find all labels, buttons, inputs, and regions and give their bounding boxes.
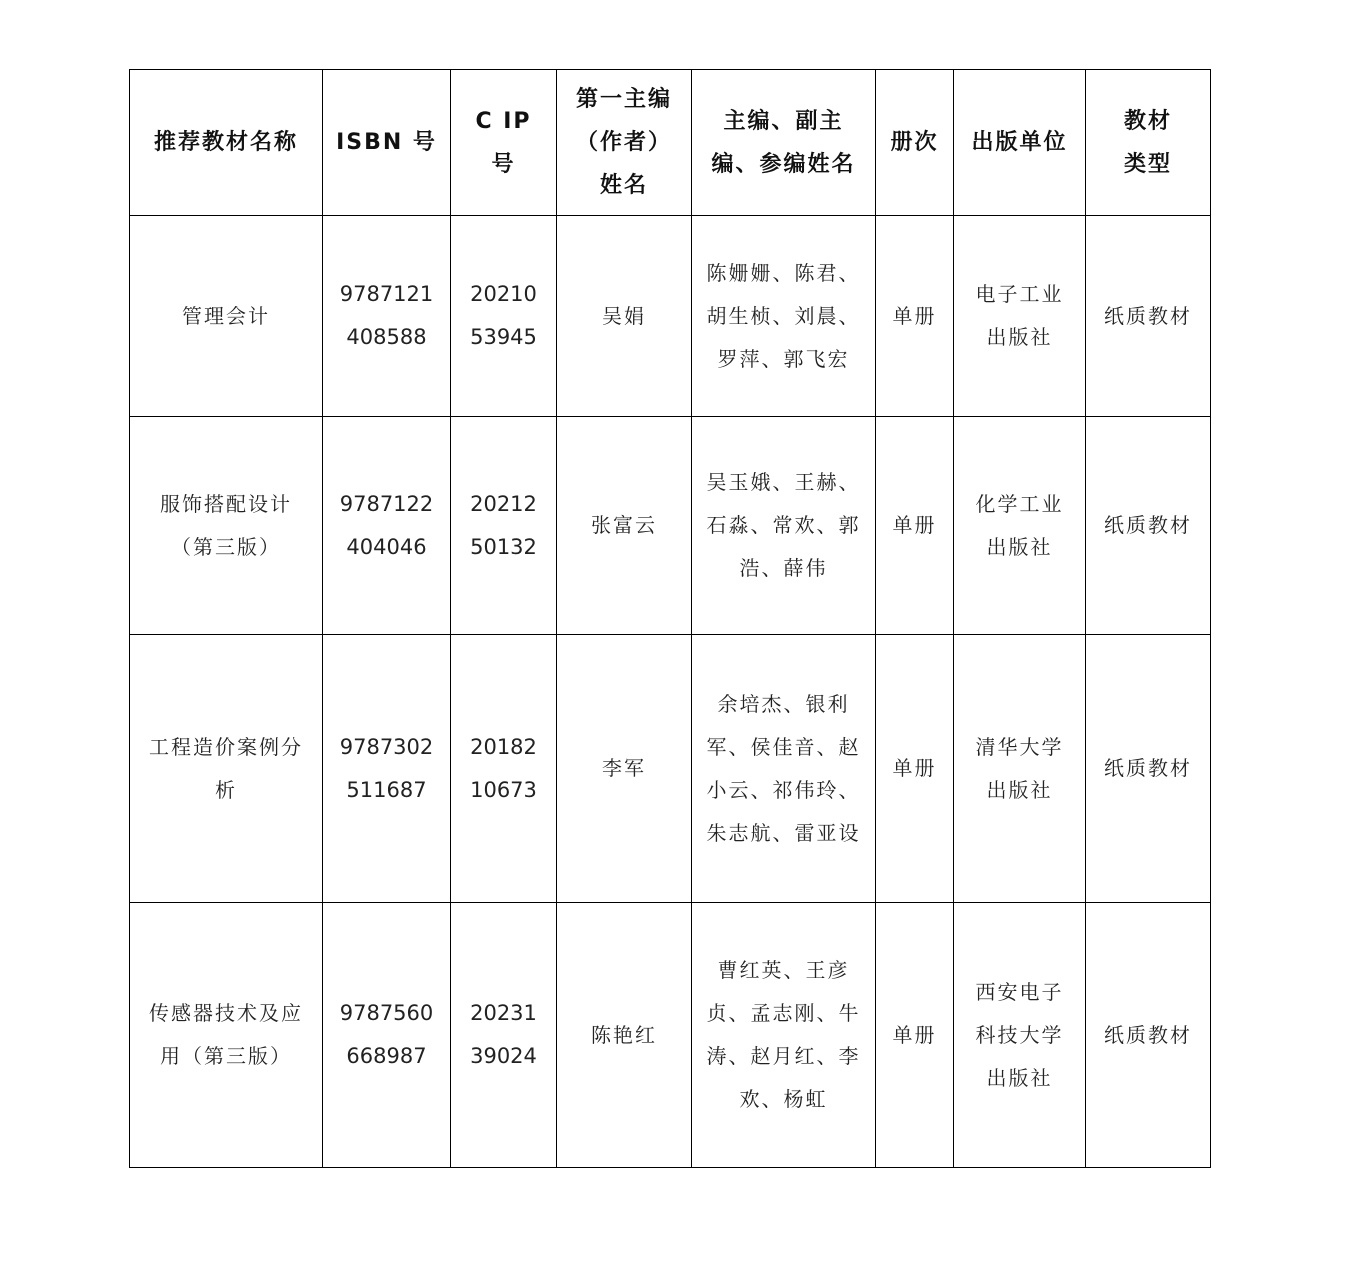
cell-editors: 陈姗姗、陈君、胡生桢、刘晨、罗萍、郭飞宏 [692,216,876,417]
header-editors: 主编、副主编、参编姓名 [692,70,876,216]
cell-cip: 2023139024 [451,903,557,1168]
header-type: 教材类型 [1086,70,1211,216]
cell-title: 传感器技术及应用（第三版） [130,903,323,1168]
cell-editors: 余培杰、银利军、侯佳音、赵小云、祁伟玲、朱志航、雷亚设 [692,635,876,903]
table-header-row [130,70,1211,216]
cell-cip: 2018210673 [451,635,557,903]
table-row [130,417,1211,635]
header-volume: 册次 [876,70,954,216]
cell-isbn: 9787560668987 [323,903,451,1168]
cell-type: 纸质教材 [1086,216,1211,417]
header-cip: C IP 号 [451,70,557,216]
header-first-editor: 第一主编（作者）姓名 [557,70,692,216]
cell-title: 服饰搭配设计（第三版） [130,417,323,635]
cell-publisher: 电子工业出版社 [954,216,1086,417]
cell-isbn: 9787121408588 [323,216,451,417]
cell-title: 管理会计 [130,216,323,417]
cell-cip: 2021250132 [451,417,557,635]
cell-volume: 单册 [876,635,954,903]
cell-first-editor: 李军 [557,635,692,903]
cell-publisher: 西安电子科技大学出版社 [954,903,1086,1168]
cell-type: 纸质教材 [1086,903,1211,1168]
cell-first-editor: 陈艳红 [557,903,692,1168]
cell-type: 纸质教材 [1086,635,1211,903]
cell-editors: 吴玉娥、王赫、石淼、常欢、郭浩、薛伟 [692,417,876,635]
table-row [130,635,1211,903]
cell-first-editor: 张富云 [557,417,692,635]
cell-first-editor: 吴娟 [557,216,692,417]
cell-publisher: 化学工业出版社 [954,417,1086,635]
cell-volume: 单册 [876,903,954,1168]
cell-editors: 曹红英、王彦贞、孟志刚、牛涛、赵月红、李欢、杨虹 [692,903,876,1168]
table-row [130,216,1211,417]
header-publisher: 出版单位 [954,70,1086,216]
cell-volume: 单册 [876,417,954,635]
cell-isbn: 9787302511687 [323,635,451,903]
cell-volume: 单册 [876,216,954,417]
table-row [130,903,1211,1168]
textbook-table [129,69,1211,1168]
cell-isbn: 9787122404046 [323,417,451,635]
header-isbn: ISBN 号 [323,70,451,216]
cell-type: 纸质教材 [1086,417,1211,635]
cell-cip: 2021053945 [451,216,557,417]
header-title: 推荐教材名称 [130,70,323,216]
cell-publisher: 清华大学出版社 [954,635,1086,903]
cell-title: 工程造价案例分析 [130,635,323,903]
